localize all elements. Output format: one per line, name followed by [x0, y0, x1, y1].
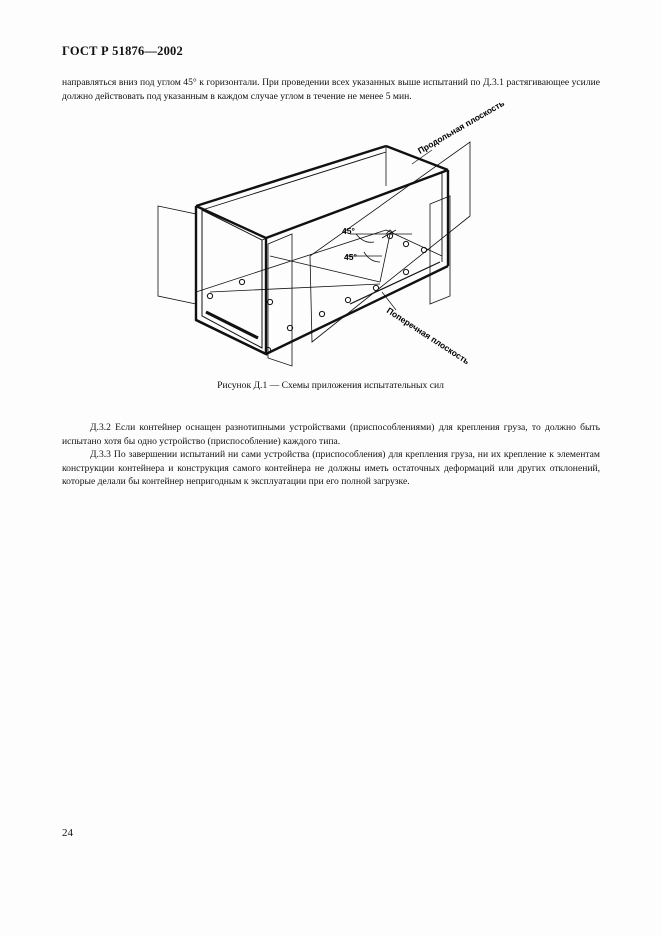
label-transverse-plane: Поперечная плоскость — [384, 305, 472, 367]
document-header: ГОСТ Р 51876—2002 — [62, 44, 183, 58]
angle-label-upper: 45° — [342, 226, 355, 236]
paragraph-d33: Д.3.3 По завершении испытаний ни сами устройства (приспособления) для крепления груза, ни их крепление к элементам конструкции контейнера и конструкция самого контейнера не должны иметь остаточных деформаций или других отклонений, которые делали бы контейнер непригодным к эксплуатации при его полной загрузке. — [62, 449, 600, 488]
figure-caption: Рисунок Д.1 — Схемы приложения испытательных сил — [217, 380, 444, 391]
container-diagram — [150, 98, 506, 368]
page-number: 24 — [62, 827, 73, 839]
label-longitudinal-plane: Продольная плоскость — [416, 98, 506, 156]
angle-label-lower: 45° — [344, 252, 357, 262]
intro-paragraph: направляться вниз под углом 45° к горизонтали. При проведении всех указанных выше испытаний по Д.3.1 растягивающее усилие должно действовать под указанным в каждом случае углом в течение не менее 5 мин. — [62, 77, 600, 102]
transverse-plane-left — [158, 206, 196, 304]
paragraph-d32: Д.3.2 Если контейнер оснащен разнотипными устройствами (приспособлениями) для крепления груза, то должно быть испытано хотя бы одно устройство (приспособление) каждого типа. — [62, 422, 600, 447]
